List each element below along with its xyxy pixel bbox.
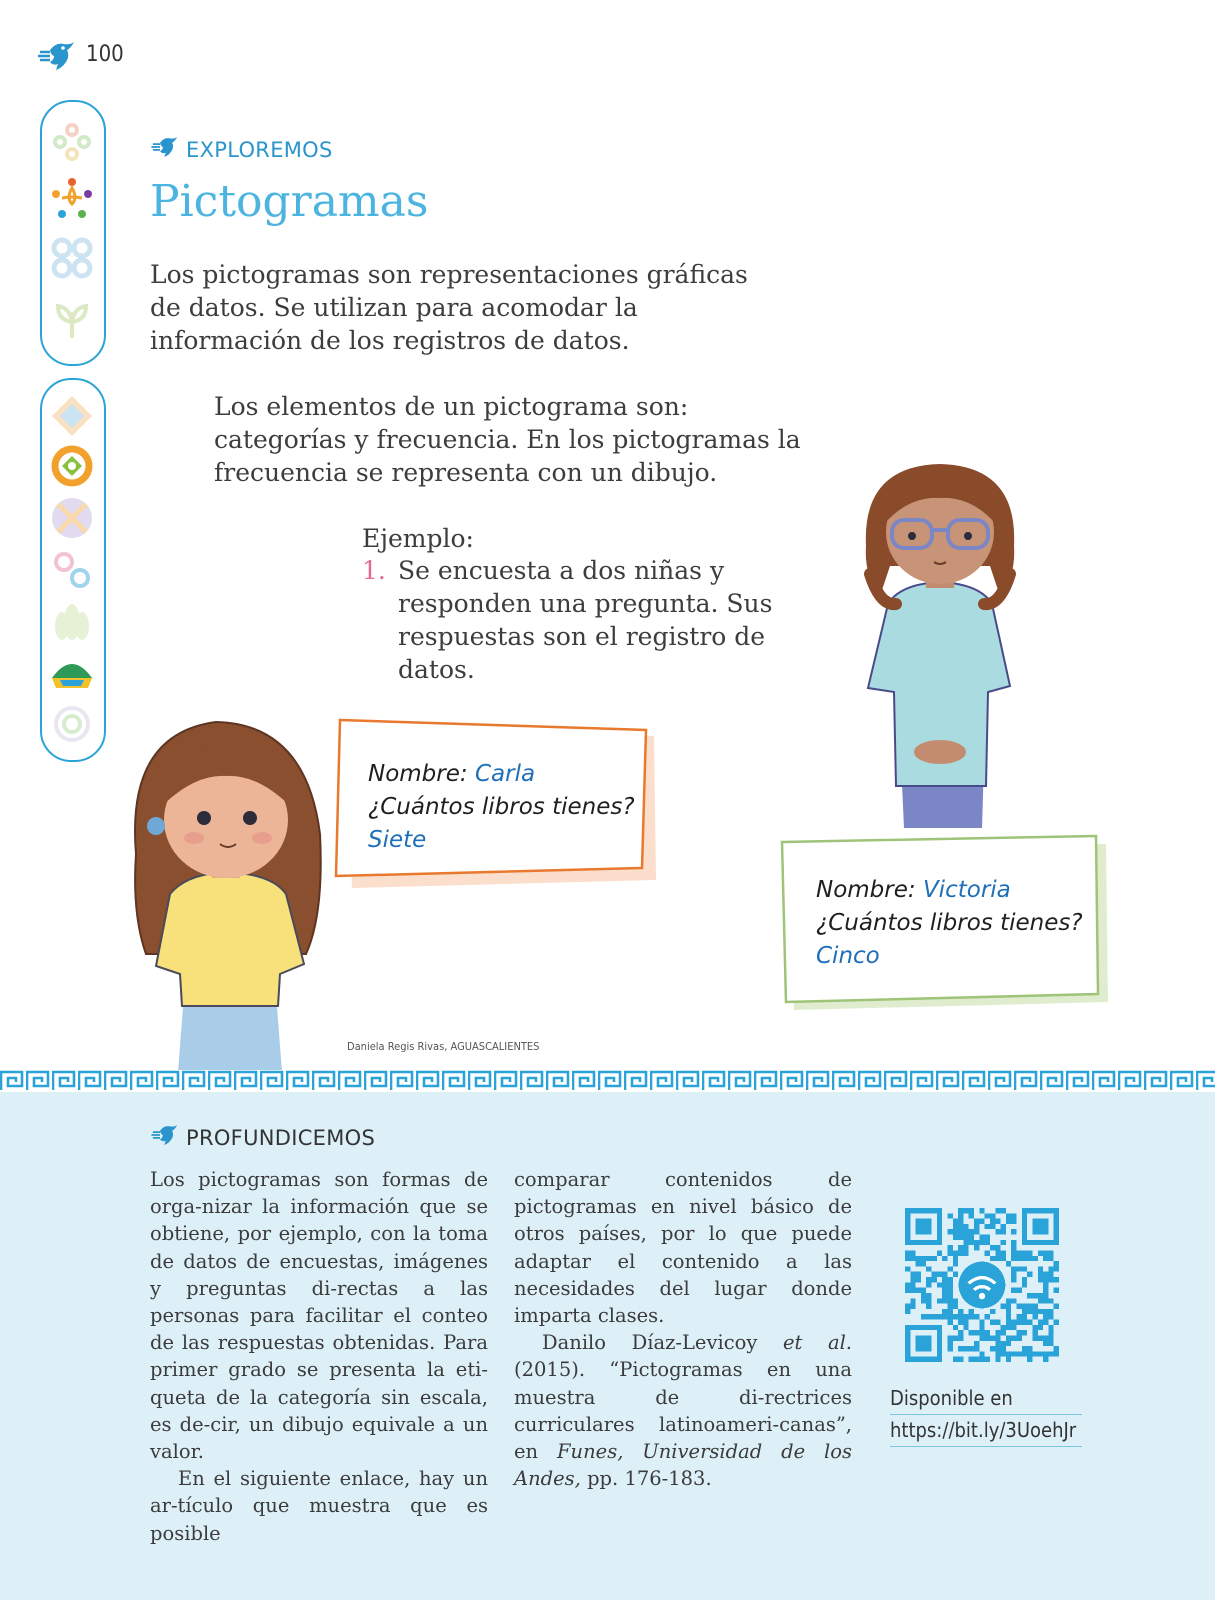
card-name-label: Nombre: bbox=[368, 761, 468, 787]
sidebar-links-icon bbox=[48, 546, 96, 594]
deepen-paragraph-3: comparar contenidos de pictogramas en nivel básico de otros países, por lo que puede adaptar el contenido a las necesidades del lugar donde imparta clases. bbox=[514, 1168, 852, 1328]
greek-border-pattern bbox=[0, 1070, 1215, 1092]
intro-paragraph: Los pictogramas son representaciones gráficas de datos. Se utilizan para acomodar la información de los registros de datos. bbox=[150, 260, 748, 355]
card-name-value: Victoria bbox=[922, 877, 1011, 903]
page-number: 100 bbox=[86, 42, 124, 67]
available-label: Disponible en bbox=[890, 1383, 1082, 1415]
sidebar-lotus-icon bbox=[48, 598, 96, 646]
deepen-column-1 bbox=[150, 1166, 488, 1547]
sidebar-square-icon bbox=[48, 494, 96, 542]
illustration-credit: Daniela Regis Rivas, AGUASCALIENTES bbox=[347, 1040, 540, 1053]
card-answer: Cinco bbox=[816, 943, 880, 969]
hummingbird-icon bbox=[150, 134, 180, 160]
sidebar-community-icon bbox=[48, 174, 96, 222]
card-carla bbox=[368, 758, 648, 857]
sidebar-diamond-icon bbox=[48, 392, 96, 440]
card-question: ¿Cuántos libros tienes? bbox=[368, 794, 635, 820]
deepen-column-2 bbox=[514, 1166, 852, 1492]
example-label: Ejemplo: bbox=[362, 524, 474, 553]
qr-code[interactable] bbox=[905, 1208, 1059, 1362]
girl-victoria-illustration bbox=[840, 456, 1040, 856]
sidebar-knot-icon bbox=[48, 234, 96, 282]
reference-citation: Danilo Díaz-Levicoy et al. (2015). “Pictogramas en una muestra de di-rectrices curriculares latinoameri-canas”, en Funes, Universidad de los Andes, pp. 176-183. bbox=[514, 1331, 853, 1491]
qr-caption bbox=[890, 1383, 1082, 1447]
card-answer: Siete bbox=[368, 827, 427, 853]
section-label-deepen: PROFUNDICEMOS bbox=[186, 1126, 376, 1150]
deepen-paragraph-2: En el siguiente enlace, hay un ar-tículo que muestra que es posible bbox=[150, 1467, 488, 1545]
hummingbird-icon bbox=[36, 38, 78, 74]
elements-paragraph: Los elementos de un pictograma son: categorías y frecuencia. En los pictogramas la frecuencia se representa con un dibujo. bbox=[214, 392, 801, 487]
sidebar-plant-icon bbox=[48, 294, 96, 342]
girl-carla-illustration bbox=[126, 714, 326, 1072]
card-name-value: Carla bbox=[474, 761, 536, 787]
deepen-paragraph-1: Los pictogramas son formas de orga-nizar la información que se obtiene, por ejemplo, con la toma de datos de encuestas, imágenes y preguntas di-rectas a las personas para facilitar el conteo de las respuestas obtenidas. Para primer grado se presenta la eti-queta de la categoría sin escala, es de-cir, un dibujo equivale a un valor. bbox=[150, 1168, 488, 1464]
hummingbird-icon bbox=[150, 1122, 180, 1148]
section-label-explore: EXPLOREMOS bbox=[186, 138, 333, 162]
sidebar-dome-icon bbox=[48, 650, 96, 698]
article-link[interactable]: https://bit.ly/3UoehJr bbox=[890, 1415, 1082, 1447]
example-text: Se encuesta a dos niñas y responden una pregunta. Sus respuestas son el registro de datos. bbox=[398, 556, 773, 684]
page-title: Pictogramas bbox=[150, 176, 429, 227]
list-number: 1. bbox=[362, 556, 386, 585]
sidebar-ring-icon bbox=[48, 442, 96, 490]
card-name-label: Nombre: bbox=[816, 877, 916, 903]
card-victoria bbox=[816, 874, 1106, 973]
sidebar-flower-icon bbox=[48, 118, 96, 166]
sidebar-swirl-icon bbox=[48, 700, 96, 748]
card-question: ¿Cuántos libros tienes? bbox=[816, 910, 1083, 936]
